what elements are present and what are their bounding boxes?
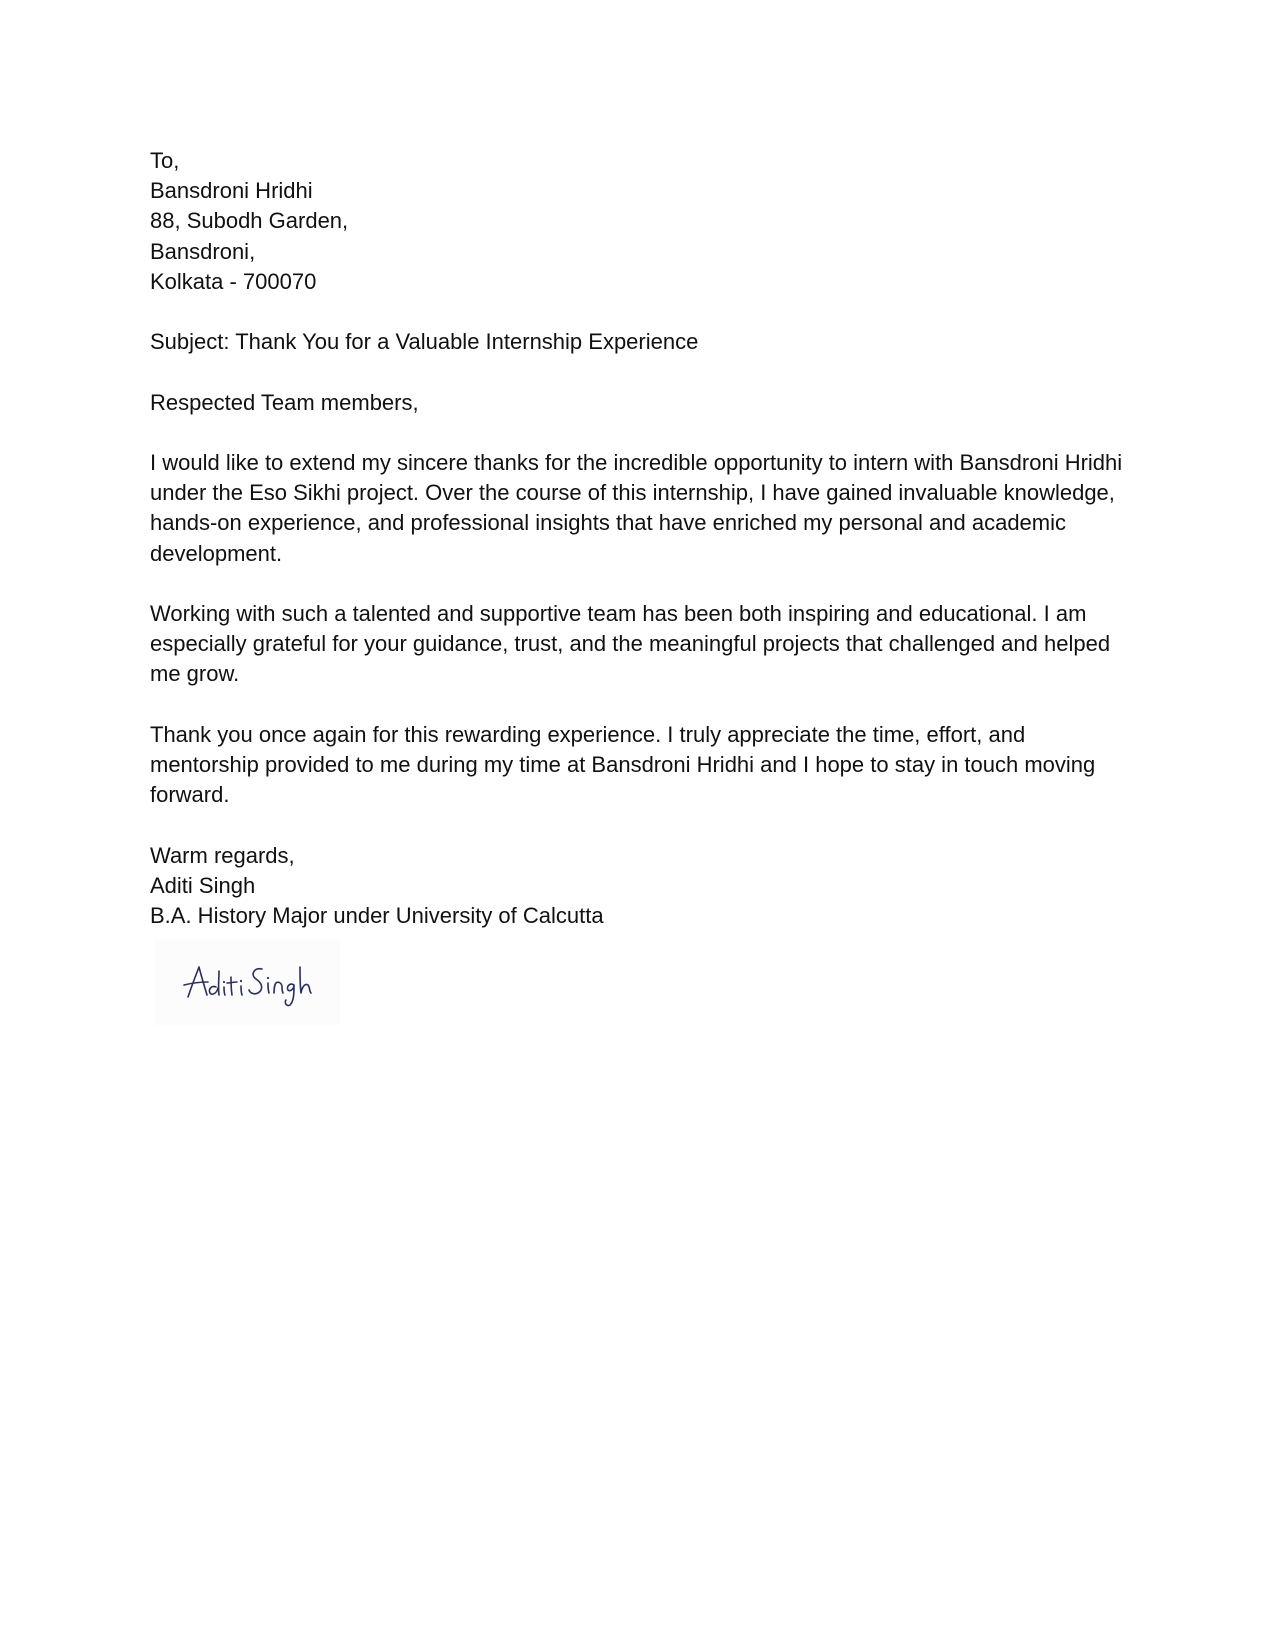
- sender-title: B.A. History Major under University of Calcutta: [150, 902, 604, 928]
- closing-block: [150, 841, 1135, 932]
- subject-line: Subject: Thank You for a Valuable Internship Experience: [150, 329, 699, 355]
- body-paragraph-2: Working with such a talented and supportive team has been both inspiring and educational. I am especially grateful for your guidance, trust, and the meaningful projects that challenged and helped me grow.: [150, 600, 1111, 687]
- letter-body: [150, 146, 1135, 1025]
- recipient-address-line-1: 88, Subodh Garden,: [150, 208, 349, 234]
- body-paragraph-1: I would like to extend my sincere thanks for the incredible opportunity to intern with Bansdroni Hridhi under the Eso Sikhi project. Over the course of this internship, I have gained invaluable knowledge, hands-on experience, and professional insights that have enriched my personal and academic development.: [150, 449, 1123, 566]
- to-line: To,: [150, 148, 180, 173]
- recipient-address-line-2: Bansdroni,: [150, 238, 256, 264]
- recipient-name: Bansdroni Hridhi: [150, 178, 313, 204]
- body-paragraph-3: Thank you once again for this rewarding experience. I truly appreciate the time, effort, and mentorship provided to me during my time at Bansdroni Hridhi and I hope to stay in touch moving forward.: [150, 721, 1096, 808]
- recipient-block: [150, 146, 1135, 297]
- valediction: Warm regards,: [150, 842, 295, 868]
- recipient-address-line-3: Kolkata - 700070: [150, 268, 317, 294]
- signature-image: [154, 939, 340, 1025]
- greeting-line: Respected Team members,: [150, 389, 419, 415]
- sender-name: Aditi Singh: [150, 872, 256, 898]
- handwritten-signature: [154, 939, 340, 1025]
